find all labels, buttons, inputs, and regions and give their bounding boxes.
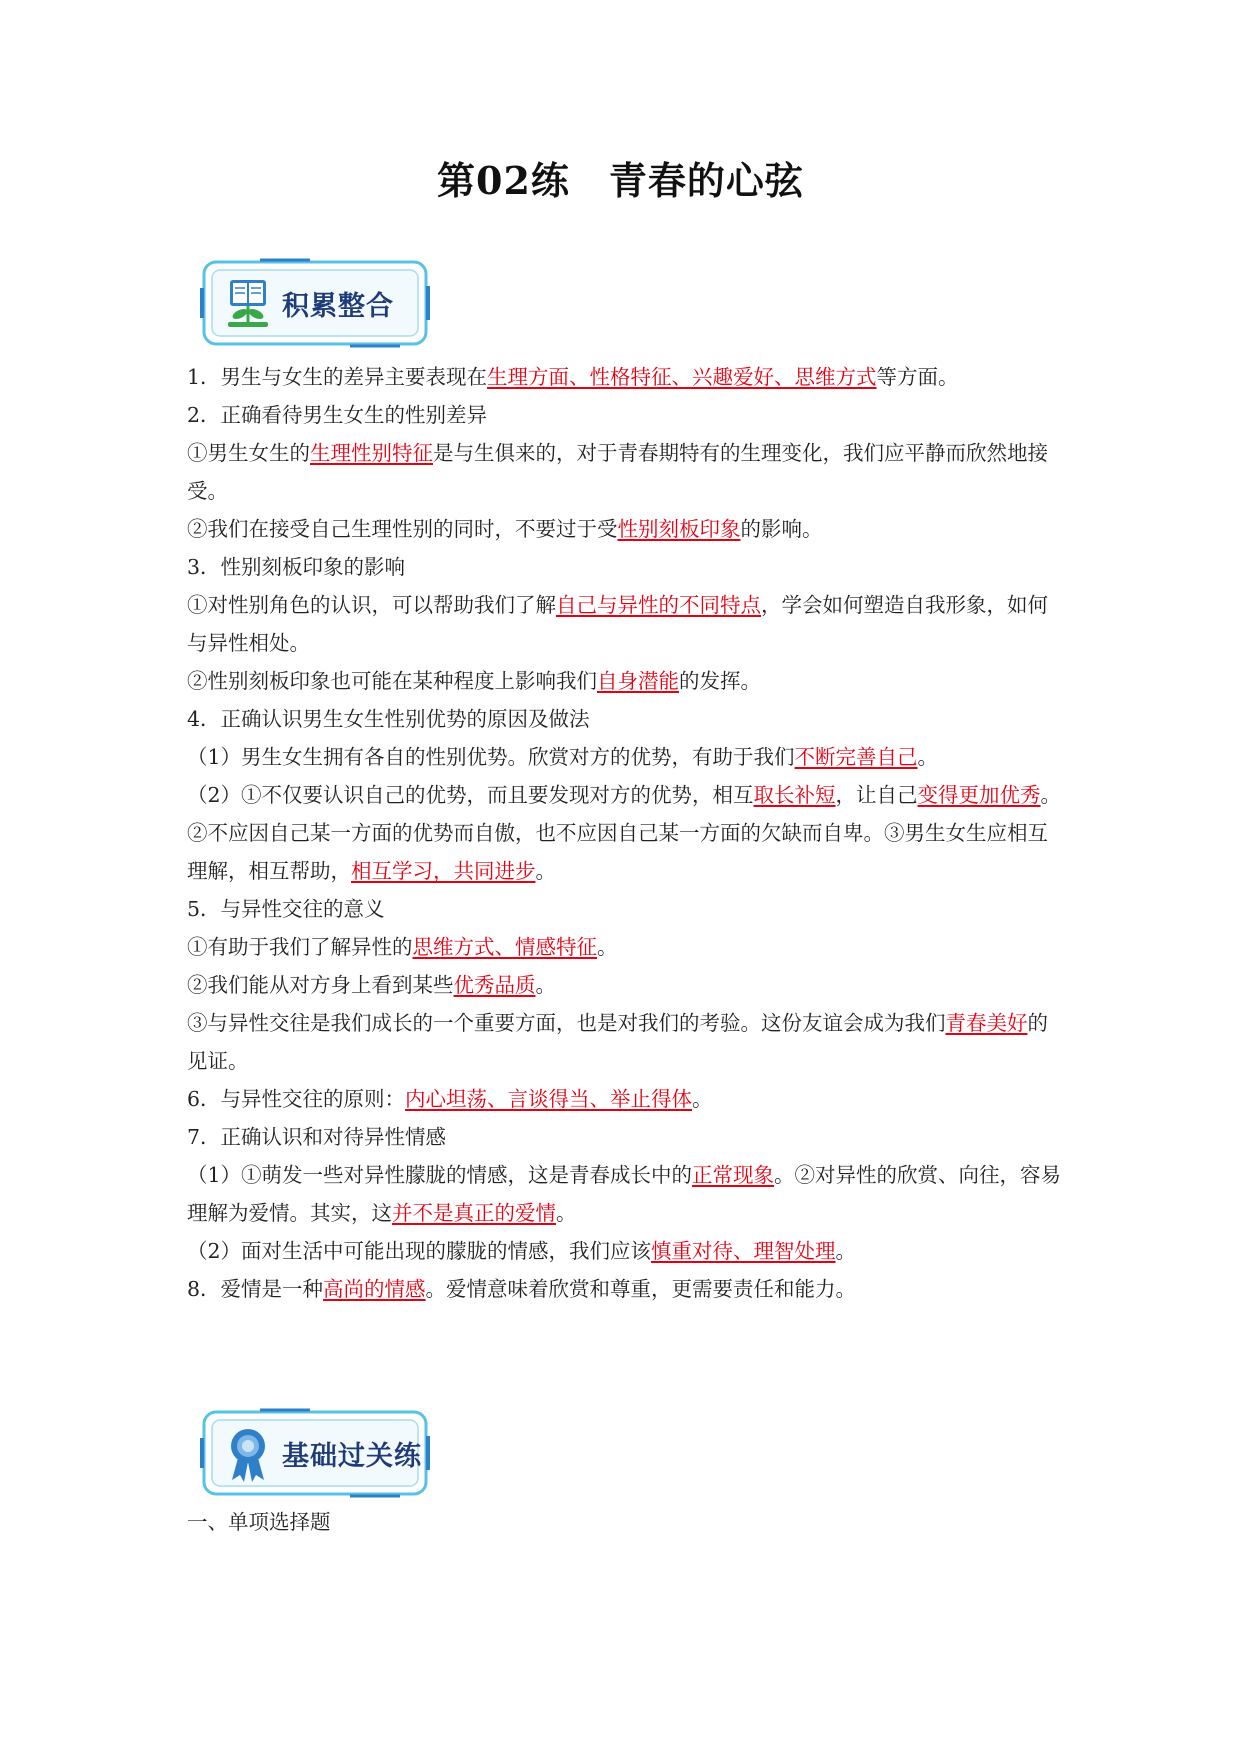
point-5-item-2: ②我们能从对方身上看到某些优秀品质。 (187, 973, 556, 997)
point-3-heading: 3．性别刻板印象的影响 (187, 555, 406, 579)
point-4-heading: 4．正确认识男生女生性别优势的原因及做法 (187, 707, 590, 731)
point-4-item-2: （2）①不仅要认识自己的优势，而且要发现对方的优势，相互取长补短，让自己变得更加优秀。②不应因自己某一方面的优势而自傲，也不应因自己某一方面的欠缺而自卑。③男生女生应相互理解，相互帮助，相互学习，共同进步。 (187, 783, 1062, 883)
medal-icon (218, 1424, 278, 1484)
point-4-item-1: （1）男生女生拥有各自的性别优势。欣赏对方的优势，有助于我们不断完善自己。 (187, 745, 939, 769)
point-7-heading: 7．正确认识和对待异性情感 (187, 1125, 447, 1149)
point-2-item-2: ②我们在接受自己生理性别的同时，不要过于受性别刻板印象的影响。 (187, 517, 823, 541)
point-6: 6．与异性交往的原则：内心坦荡、言谈得当、举止得体。 (187, 1087, 713, 1111)
book-plant-icon (218, 274, 278, 334)
basic-practice-badge-label: 基础过关练 (282, 1441, 422, 1472)
point-3-item-2: ②性别刻板印象也可能在某种程度上影响我们自身潜能的发挥。 (187, 669, 761, 693)
point-3-item-1: ①对性别角色的认识，可以帮助我们了解自己与异性的不同特点，学会如何塑造自我形象，如何与异性相处。 (187, 593, 1048, 655)
point-2-item-1: ①男生女生的生理性别特征是与生俱来的，对于青春期特有的生理变化，我们应平静而欣然地接受。 (187, 441, 1048, 503)
basic-practice-badge (200, 1408, 432, 1500)
point-5-heading: 5．与异性交往的意义 (187, 897, 385, 921)
point-1: 1．男生与女生的差异主要表现在生理方面、性格特征、兴趣爱好、思维方式等方面。 (187, 365, 959, 389)
page-title: 第02练 青春的心弦 (437, 158, 804, 203)
point-7-item-1: （1）①萌发一些对异性朦胧的情感，这是青春成长中的正常现象。②对异性的欣赏、向往，容易理解为爱情。其实，这并不是真正的爱情。 (187, 1163, 1062, 1225)
point-7-item-2: （2）面对生活中可能出现的朦胧的情感，我们应该慎重对待、理智处理。 (187, 1239, 857, 1263)
point-5-item-3: ③与异性交往是我们成长的一个重要方面，也是对我们的考验。这份友谊会成为我们青春美好的见证。 (187, 1011, 1048, 1073)
section-single-choice-heading: 一、单项选择题 (187, 1510, 331, 1534)
knowledge-content (187, 358, 1067, 1308)
accumulate-badge (200, 258, 432, 350)
point-8: 8．爱情是一种高尚的情感。爱情意味着欣赏和尊重，更需要责任和能力。 (187, 1277, 857, 1301)
point-2-heading: 2．正确看待男生女生的性别差异 (187, 403, 488, 427)
accumulate-badge-label: 积累整合 (282, 291, 394, 322)
point-5-item-1: ①有助于我们了解异性的思维方式、情感特征。 (187, 935, 618, 959)
